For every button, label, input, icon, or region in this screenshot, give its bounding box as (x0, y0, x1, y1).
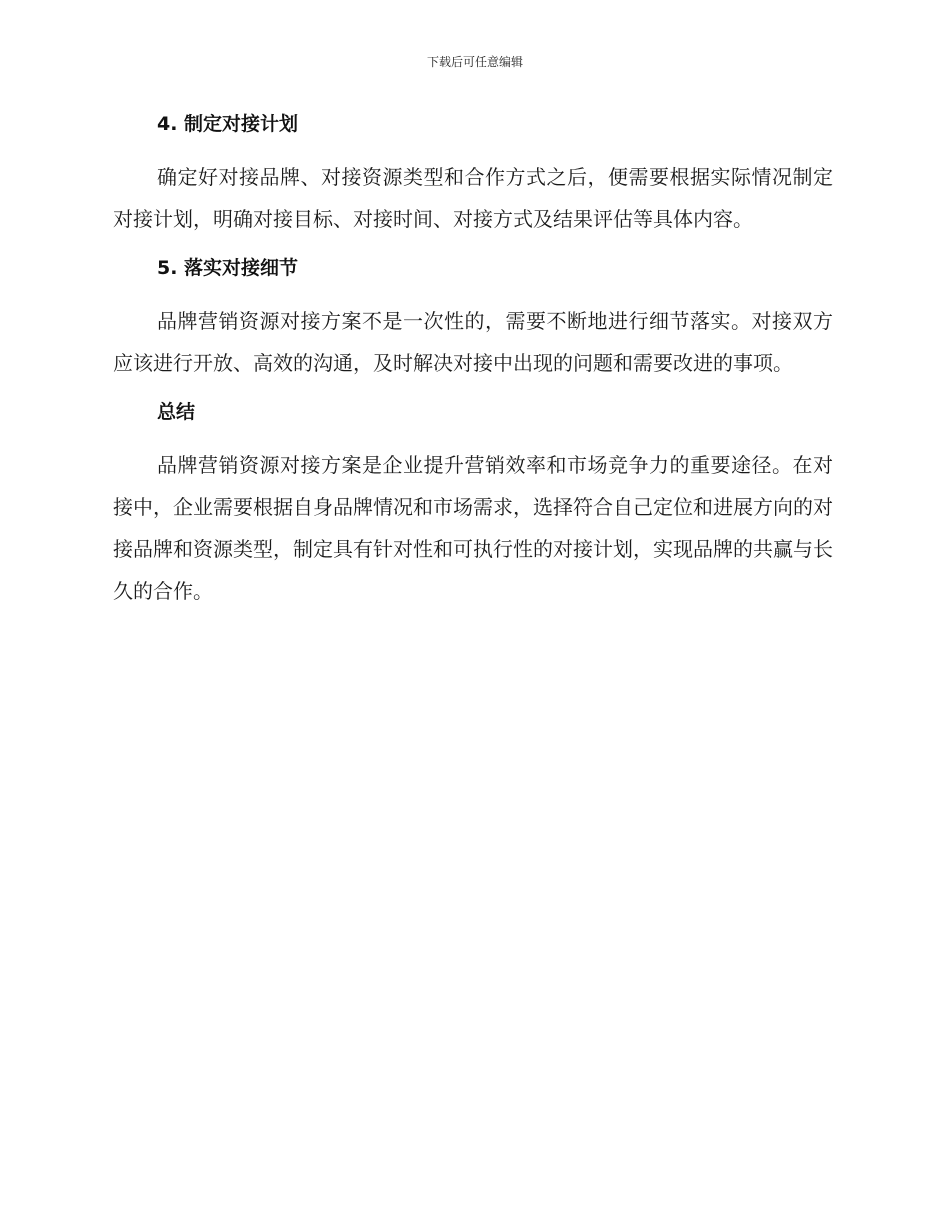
section-paragraph: 品牌营销资源对接方案是企业提升营销效率和市场竞争力的重要途径。在对接中，企业需要根据自身品牌情况和市场需求，选择符合自己定位和进展方向的对接品牌和资源类型，制定具有针对性和可执行性的对接计划，实现品牌的共赢与长久的合作。 (113, 453, 833, 603)
section-heading: 4. 制定对接计划 (157, 113, 299, 135)
section-heading: 5. 落实对接细节 (157, 257, 299, 279)
section-plan (113, 110, 833, 240)
document-body (113, 110, 833, 612)
section-details (113, 254, 833, 384)
section-paragraph: 品牌营销资源对接方案不是一次性的，需要不断地进行细节落实。对接双方应该进行开放、高效的沟通，及时解决对接中出现的问题和需要改进的事项。 (113, 309, 833, 375)
section-summary (113, 398, 833, 612)
section-paragraph: 确定好对接品牌、对接资源类型和合作方式之后，便需要根据实际情况制定对接计划，明确对接目标、对接时间、对接方式及结果评估等具体内容。 (113, 165, 833, 231)
page-header: 下载后可任意编辑 (426, 55, 523, 69)
section-heading: 总结 (157, 401, 196, 423)
